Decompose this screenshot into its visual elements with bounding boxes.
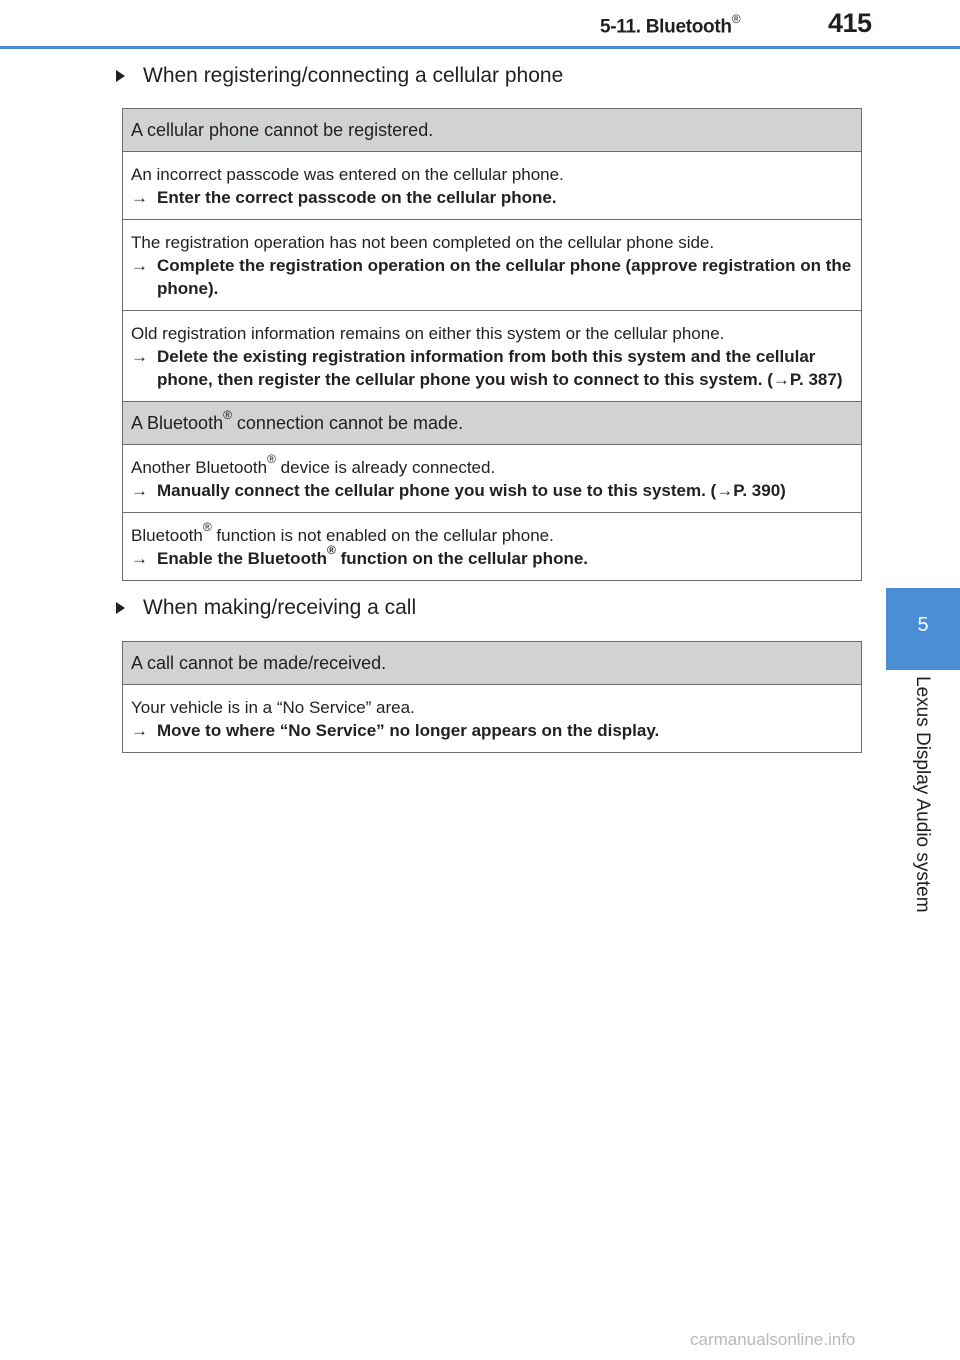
cause-text: Old registration information remains on either this system or the cellular phone. bbox=[131, 324, 725, 343]
arrow-icon: → bbox=[131, 256, 148, 275]
problem-row bbox=[123, 402, 862, 445]
chapter-number-tab: 5 bbox=[886, 588, 960, 670]
problem-cell: A Bluetooth® connection cannot be made. bbox=[123, 402, 862, 445]
cause-text: Bluetooth® function is not enabled on the cellular phone. bbox=[131, 520, 554, 545]
arrow-icon: → bbox=[131, 481, 148, 500]
calls-troubleshooting-table bbox=[122, 641, 862, 753]
arrow-icon: → bbox=[131, 347, 148, 366]
cause-text: Your vehicle is in a “No Service” area. bbox=[131, 698, 415, 717]
watermark: carmanualsonline.info bbox=[690, 1330, 856, 1349]
cause-row bbox=[123, 513, 862, 581]
arrow-icon: → bbox=[131, 549, 148, 568]
cause-row bbox=[123, 685, 862, 753]
cause-text: The registration operation has not been completed on the cellular phone side. bbox=[131, 233, 715, 252]
cause-row bbox=[123, 152, 862, 220]
remedy-text: → Delete the existing registration information from both this system and the cellular phone, then register the cellular phone you wish to connect to this system. (→P. 387) bbox=[131, 347, 843, 389]
cause-text: Another Bluetooth® device is already connected. bbox=[131, 452, 496, 477]
header-rule bbox=[0, 46, 960, 49]
problem-cell: A call cannot be made/received. bbox=[123, 642, 862, 685]
cause-row bbox=[123, 220, 862, 311]
section-title: 5-11. Bluetooth® bbox=[600, 12, 741, 38]
remedy-text: → Manually connect the cellular phone you wish to use to this system. (→P. 390) bbox=[131, 481, 786, 500]
cause-text: An incorrect passcode was entered on the cellular phone. bbox=[131, 165, 564, 184]
page-number: 415 bbox=[828, 8, 872, 38]
cause-row bbox=[123, 445, 862, 513]
remedy-text: → Complete the registration operation on the cellular phone (approve registration on the phone). bbox=[131, 256, 852, 298]
arrow-icon: → bbox=[131, 188, 148, 207]
arrow-icon: → bbox=[131, 721, 148, 740]
section-heading-registering: When registering/connecting a cellular phone bbox=[116, 64, 563, 88]
registering-troubleshooting-table bbox=[122, 108, 862, 581]
cause-row bbox=[123, 311, 862, 402]
section-heading-calls: When making/receiving a call bbox=[116, 596, 416, 620]
remedy-text: → Enter the correct passcode on the cellular phone. bbox=[131, 188, 557, 207]
remedy-text: → Move to where “No Service” no longer appears on the display. bbox=[131, 721, 660, 740]
triangle-bullet-icon bbox=[116, 70, 125, 82]
problem-row bbox=[123, 642, 862, 685]
problem-row bbox=[123, 109, 862, 152]
problem-cell: A cellular phone cannot be registered. bbox=[123, 109, 862, 152]
remedy-text: → Enable the Bluetooth® function on the cellular phone. bbox=[131, 543, 589, 568]
triangle-bullet-icon bbox=[116, 602, 125, 614]
